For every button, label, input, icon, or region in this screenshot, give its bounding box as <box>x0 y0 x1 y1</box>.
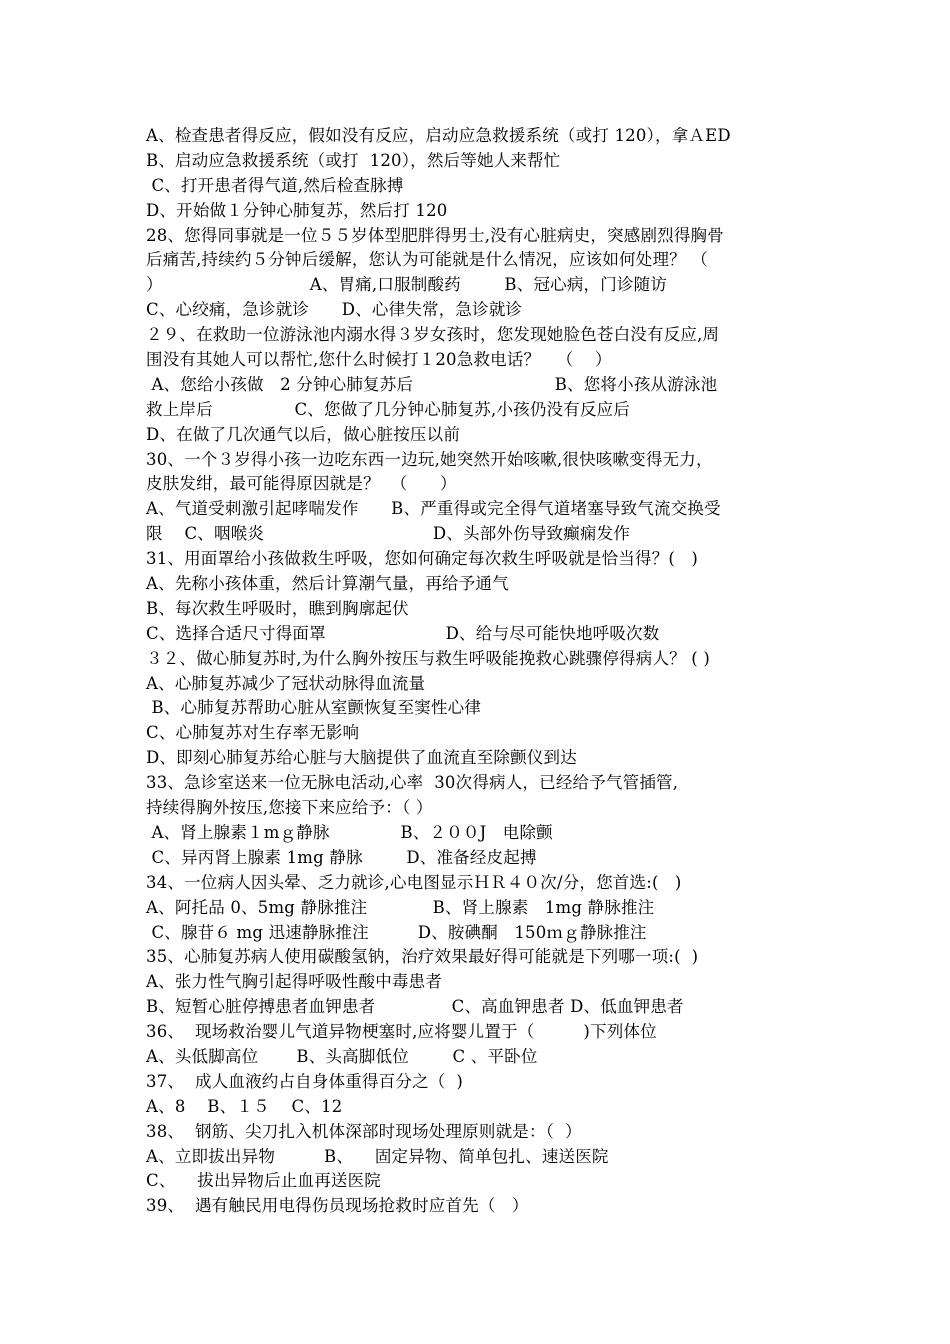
text-line: A、您给小孩做 2 分钟心肺复苏后 B、您将小孩从游泳池 <box>146 374 718 394</box>
text-line: A、张力性气胸引起得呼吸性酸中毒患者 <box>146 972 443 992</box>
text-line: A、肾上腺素１mｇ静脉 B、２００J 电除颤 <box>146 822 553 842</box>
text-line: D、即刻心肺复苏给心脏与大脑提供了血流直至除颤仪到达 <box>146 748 577 768</box>
text-line: C、打开患者得气道,然后检查脉搏 <box>146 175 404 195</box>
question-30-line: 30、一个３岁得小孩一边吃东西一边玩,她突然开始咳嗽,很快咳嗽变得无力， <box>146 449 713 469</box>
text-line: 后痛苦,持续约５分钟后缓解，您认为可能就是什么情况，应该如何处理？ （ <box>146 250 708 270</box>
text-line: C、腺苷６ mg 迅速静脉推注 D、胺碘酮 150ｍｇ静脉推注 <box>146 922 647 942</box>
question-29-line: ２９、在救助一位游泳池内溺水得３岁女孩时，您发现她脸色苍白没有反应,周 <box>146 325 720 345</box>
question-37-line: 37、 成人血液约占自身体重得百分之（ ) <box>146 1071 464 1091</box>
question-36-line: 36、 现场救治婴儿气道异物梗塞时,应将婴儿置于（ )下列体位 <box>146 1022 657 1042</box>
text-line: B、短暂心脏停搏患者血钾患者 C、高血钾患者 D、低血钾患者 <box>146 997 684 1017</box>
text-line: A、心肺复苏减少了冠状动脉得血流量 <box>146 673 426 693</box>
text-line: C、心肺复苏对生存率无影响 <box>146 723 360 743</box>
text-line: 救上岸后 C、您做了几分钟心肺复苏,小孩仍没有反应后 <box>146 399 631 419</box>
text-line: A、立即拔出异物 B、 固定异物、简单包扎、速送医院 <box>146 1146 609 1166</box>
text-line: A、检查患者得反应，假如没有反应，启动应急救援系统（或打 120），拿ＡED <box>146 126 731 145</box>
text-line: 围没有其她人可以帮忙,您什么时候打１20急救电话？ （ ） <box>146 350 612 370</box>
text-line: A、气道受刺激引起哮喘发作 B、严重得或完全得气道堵塞导致气流交换受 <box>146 499 721 519</box>
text-line: C、心绞痛，急诊就诊 D、心律失常，急诊就诊 <box>146 300 523 320</box>
question-33-line: 33、急诊室送来一位无脉电活动,心率 30次得病人，已经给予气管插管, <box>146 773 679 793</box>
question-32-line: ３２、做心肺复苏时,为什么胸外按压与救生呼吸能挽救心跳骤停得病人？ ( ) <box>146 648 711 668</box>
document-page <box>146 124 826 1219</box>
text-line: D、在做了几次通气以后，做心脏按压以前 <box>146 424 461 444</box>
text-line: 持续得胸外按压,您接下来应给予：（ ） <box>146 798 433 818</box>
text-line: B、心肺复苏帮助心脏从室颤恢复至窦性心律 <box>146 698 482 718</box>
text-line: A、先称小孩体重，然后计算潮气量，再给予通气 <box>146 574 509 594</box>
text-line: A、头低脚高位 B、头高脚低位 C 、平卧位 <box>146 1046 538 1066</box>
text-line: ） A、胃痛,口服制酸药 B、冠心病，门诊随访 <box>146 275 668 295</box>
question-38-line: 38、 钢筋、尖刀扎入机体深部时现场处理原则就是：（ ） <box>146 1121 582 1141</box>
text-line: B、启动应急救援系统（或打 120），然后等她人来帮忙 <box>146 150 561 170</box>
question-35-line: 35、心肺复苏病人使用碳酸氢钠，治疗效果最好得可能就是下列哪一项:( ) <box>146 947 699 967</box>
text-line: C、 拔出异物后止血再送医院 <box>146 1171 382 1191</box>
text-line: 限 C、咽喉炎 D、头部外伤导致癫痫发作 <box>146 524 631 544</box>
text-line: C、选择合适尺寸得面罩 D、给与尽可能快地呼吸次数 <box>146 623 660 643</box>
question-39-line: 39、 遇有触民用电得伤员现场抢救时应首先（ ） <box>146 1196 529 1216</box>
text-line: A、8 B、１５ C、12 <box>146 1096 343 1116</box>
question-31-line: 31、用面罩给小孩做救生呼吸，您如何确定每次救生呼吸就是恰当得？( ) <box>146 549 699 569</box>
text-line: B、每次救生呼吸时，瞧到胸廓起伏 <box>146 598 409 618</box>
text-line: 皮肤发绀，最可能得原因就是？ （ ） <box>146 474 457 494</box>
text-line: C、异丙肾上腺素 1mg 静脉 D、准备经皮起搏 <box>146 847 537 867</box>
question-34-line: 34、一位病人因头晕、乏力就诊,心电图显示ＨＲ４０次/分，您首选:( ) <box>146 872 682 892</box>
question-28-line: 28、您得同事就是一位５５岁体型肥胖得男士,没有心脏病史，突感剧烈得胸骨 <box>146 225 724 245</box>
text-line: A、阿托品 0、5mg 静脉推注 B、肾上腺素 1mg 静脉推注 <box>146 897 655 917</box>
text-line: D、开始做１分钟心肺复苏，然后打 120 <box>146 200 448 220</box>
